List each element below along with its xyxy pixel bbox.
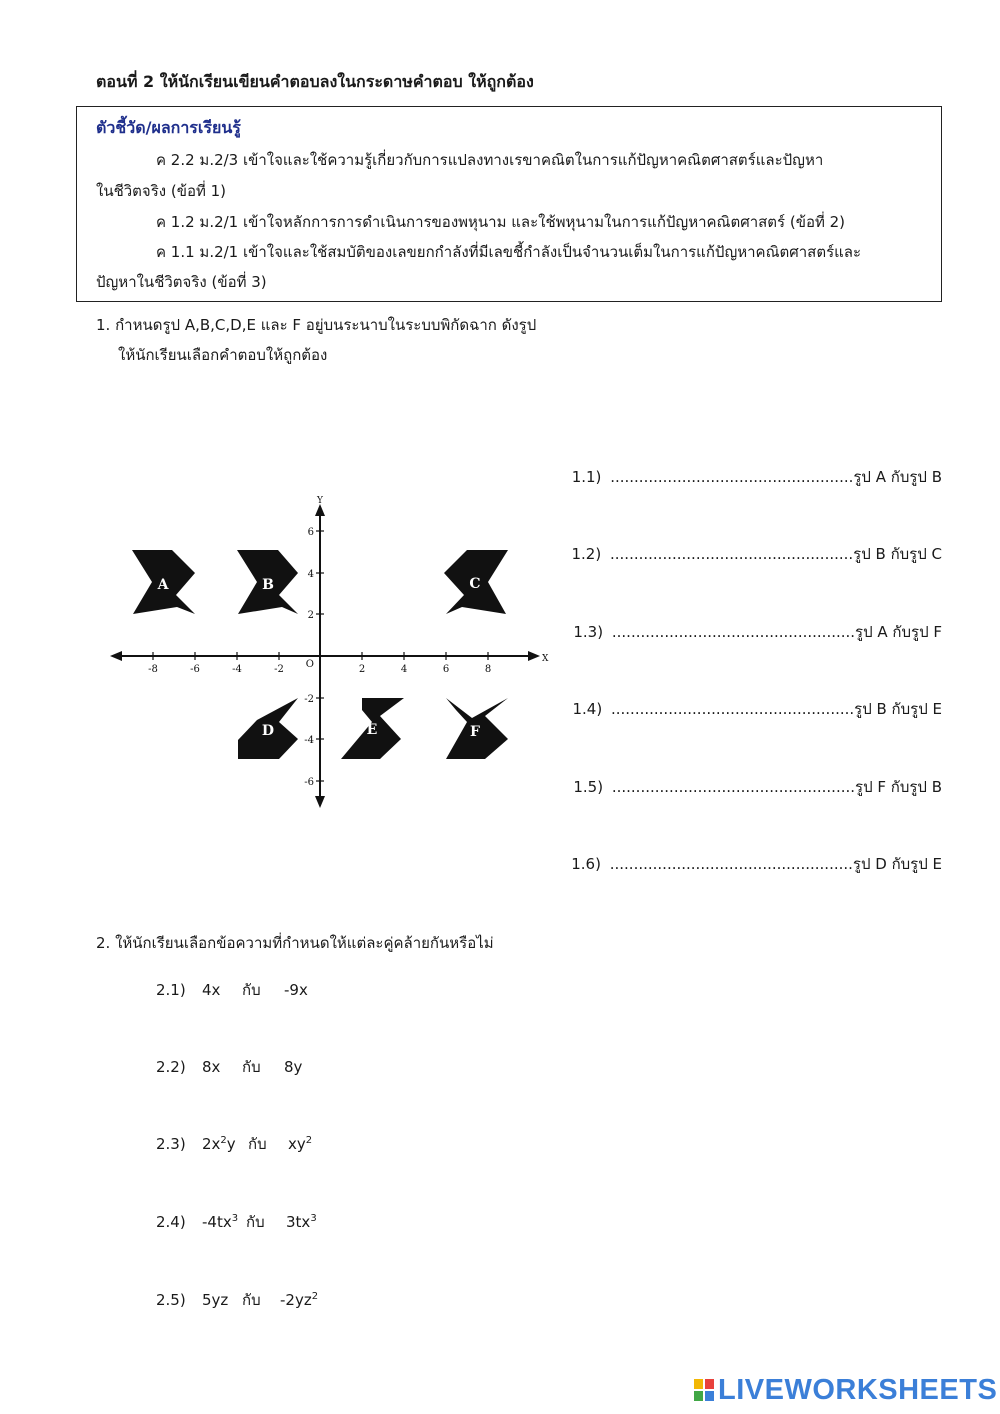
x-tick-label: 6 — [442, 664, 450, 675]
term-left: 8x — [202, 1058, 221, 1076]
term-right: 8y — [284, 1058, 303, 1076]
answer-number: 1.6) — [571, 855, 601, 873]
answer-row-1-6[interactable] — [571, 852, 942, 876]
answer-blank[interactable]: ................................................... — [610, 545, 854, 563]
answer-pair: รูป F กับรูป B — [855, 778, 942, 796]
answer-blank[interactable]: ................................................... — [611, 623, 856, 641]
answer-pair: รูป B กับรูป C — [853, 545, 942, 563]
x-axis-arrow-left — [110, 651, 122, 661]
logo-text: LIVEWORKSHEETS — [718, 1374, 998, 1406]
x-tick-label: -6 — [190, 664, 200, 675]
shape-label-c: C — [469, 576, 481, 592]
liveworksheets-logo — [694, 1374, 997, 1407]
y-tick-label: -4 — [304, 735, 314, 746]
question-2-item — [156, 1288, 318, 1312]
question-2-item — [156, 1132, 312, 1156]
logo-mark-icon — [694, 1379, 716, 1403]
term-left: 5yz — [202, 1291, 229, 1309]
answer-pair: รูป D กับรูป E — [852, 855, 942, 873]
answer-number: 1.5) — [573, 778, 604, 796]
item-number: 2.1) — [156, 981, 186, 999]
question-2-item — [156, 1210, 317, 1234]
y-axis-arrow-down — [315, 796, 325, 808]
x-tick-label: 4 — [400, 664, 408, 675]
question-1-prompt: 1. กำหนดรูป A,B,C,D,E และ F อยู่บนระนาบในระบบพิกัดฉาก ดังรูป — [96, 316, 537, 334]
question-2-item — [156, 1055, 302, 1079]
answer-row-1-4[interactable] — [572, 697, 942, 721]
shape-label-e: E — [366, 722, 378, 738]
x-tick-label: -2 — [274, 664, 284, 675]
item-number: 2.3) — [156, 1135, 186, 1153]
shape-label-f: F — [470, 724, 480, 740]
y-tick-label: -6 — [304, 777, 314, 788]
shape-label-b: B — [262, 577, 274, 593]
term-left: $2x^2y$ — [202, 1135, 236, 1153]
y-tick-label: -2 — [304, 694, 314, 705]
origin-label: O — [305, 659, 314, 670]
term-right: -9x — [284, 981, 308, 999]
item-number: 2.5) — [156, 1291, 186, 1309]
connector: กับ — [246, 1213, 265, 1231]
answer-number: 1.3) — [573, 623, 604, 641]
question-2-item — [156, 978, 308, 1002]
section-title: ตอนที่ 2 ให้นักเรียนเขียนคำตอบลงในกระดาษคำตอบ ให้ถูกต้อง — [96, 72, 534, 91]
y-tick-label: 2 — [307, 610, 314, 621]
y-axis-label: Y — [317, 496, 323, 506]
answer-blank[interactable]: ................................................... — [609, 855, 853, 873]
term-right: $-2yz^2$ — [280, 1291, 319, 1309]
answer-blank[interactable]: ................................................... — [610, 700, 855, 718]
answer-pair: รูป A กับรูป B — [853, 468, 942, 486]
question-1-instruction: ให้นักเรียนเลือกคำตอบให้ถูกต้อง — [118, 346, 328, 364]
x-tick-label: 2 — [358, 664, 366, 675]
answer-number: 1.4) — [572, 700, 603, 718]
x-tick-label: -4 — [232, 664, 242, 675]
answer-number: 1.2) — [571, 545, 602, 563]
shape-label-a: A — [157, 577, 169, 593]
answer-blank[interactable]: ................................................... — [611, 778, 856, 796]
indicator-line: ค 1.1 ม.2/1 เข้าใจและใช้สมบัติของเลขยกกำลังที่มีเลขชี้กำลังเป็นจำนวนเต็มในการแก้ปัญหาคณิตศาสตร์และ — [156, 243, 862, 261]
answer-row-1-2[interactable] — [572, 542, 943, 566]
item-number: 2.4) — [156, 1213, 186, 1231]
indicator-line: ค 2.2 ม.2/3 เข้าใจและใช้ความรู้เกี่ยวกับการแปลงทางเรขาคณิตในการแก้ปัญหาคณิตศาสตร์และปัญหา — [156, 151, 824, 169]
answer-row-1-5[interactable] — [573, 775, 942, 799]
coordinate-plane — [108, 492, 558, 812]
answer-pair: รูป B กับรูป E — [854, 700, 942, 718]
indicator-line: ในชีวิตจริง (ข้อที่ 1) — [96, 182, 227, 200]
answer-number: 1.1) — [571, 468, 602, 486]
answer-row-1-3[interactable] — [573, 620, 942, 644]
indicators-title: ตัวชี้วัด/ผลการเรียนรู้ — [96, 118, 241, 137]
x-tick-label: 8 — [484, 664, 492, 675]
x-axis-arrow-right — [528, 651, 540, 661]
y-tick-label: 6 — [307, 527, 314, 538]
term-left: $-4tx^3$ — [202, 1213, 239, 1231]
connector: กับ — [242, 1058, 261, 1076]
shape-label-d: D — [261, 723, 275, 739]
connector: กับ — [248, 1135, 267, 1153]
answer-blank[interactable]: ................................................... — [610, 468, 854, 486]
indicator-line: ปัญหาในชีวิตจริง (ข้อที่ 3) — [96, 273, 267, 291]
term-right: $xy^2$ — [288, 1135, 313, 1153]
connector: กับ — [242, 981, 261, 999]
connector: กับ — [242, 1291, 261, 1309]
indicator-line: ค 1.2 ม.2/1 เข้าใจหลักการการดำเนินการของพหุนาม และใช้พหุนามในการแก้ปัญหาคณิตศาสตร์ (ข้อที่ 2) — [156, 213, 846, 231]
x-tick-label: -8 — [148, 664, 158, 675]
term-left: 4x — [202, 981, 221, 999]
x-axis-label: X — [542, 654, 549, 664]
answer-row-1-1[interactable] — [572, 465, 942, 489]
question-2-prompt: 2. ให้นักเรียนเลือกข้อความที่กำหนดให้แต่ละคู่คล้ายกันหรือไม่ — [96, 934, 494, 952]
item-number: 2.2) — [156, 1058, 186, 1076]
y-tick-label: 4 — [307, 569, 314, 580]
term-right: $3tx^3$ — [286, 1213, 317, 1231]
answer-pair: รูป A กับรูป F — [855, 623, 942, 641]
